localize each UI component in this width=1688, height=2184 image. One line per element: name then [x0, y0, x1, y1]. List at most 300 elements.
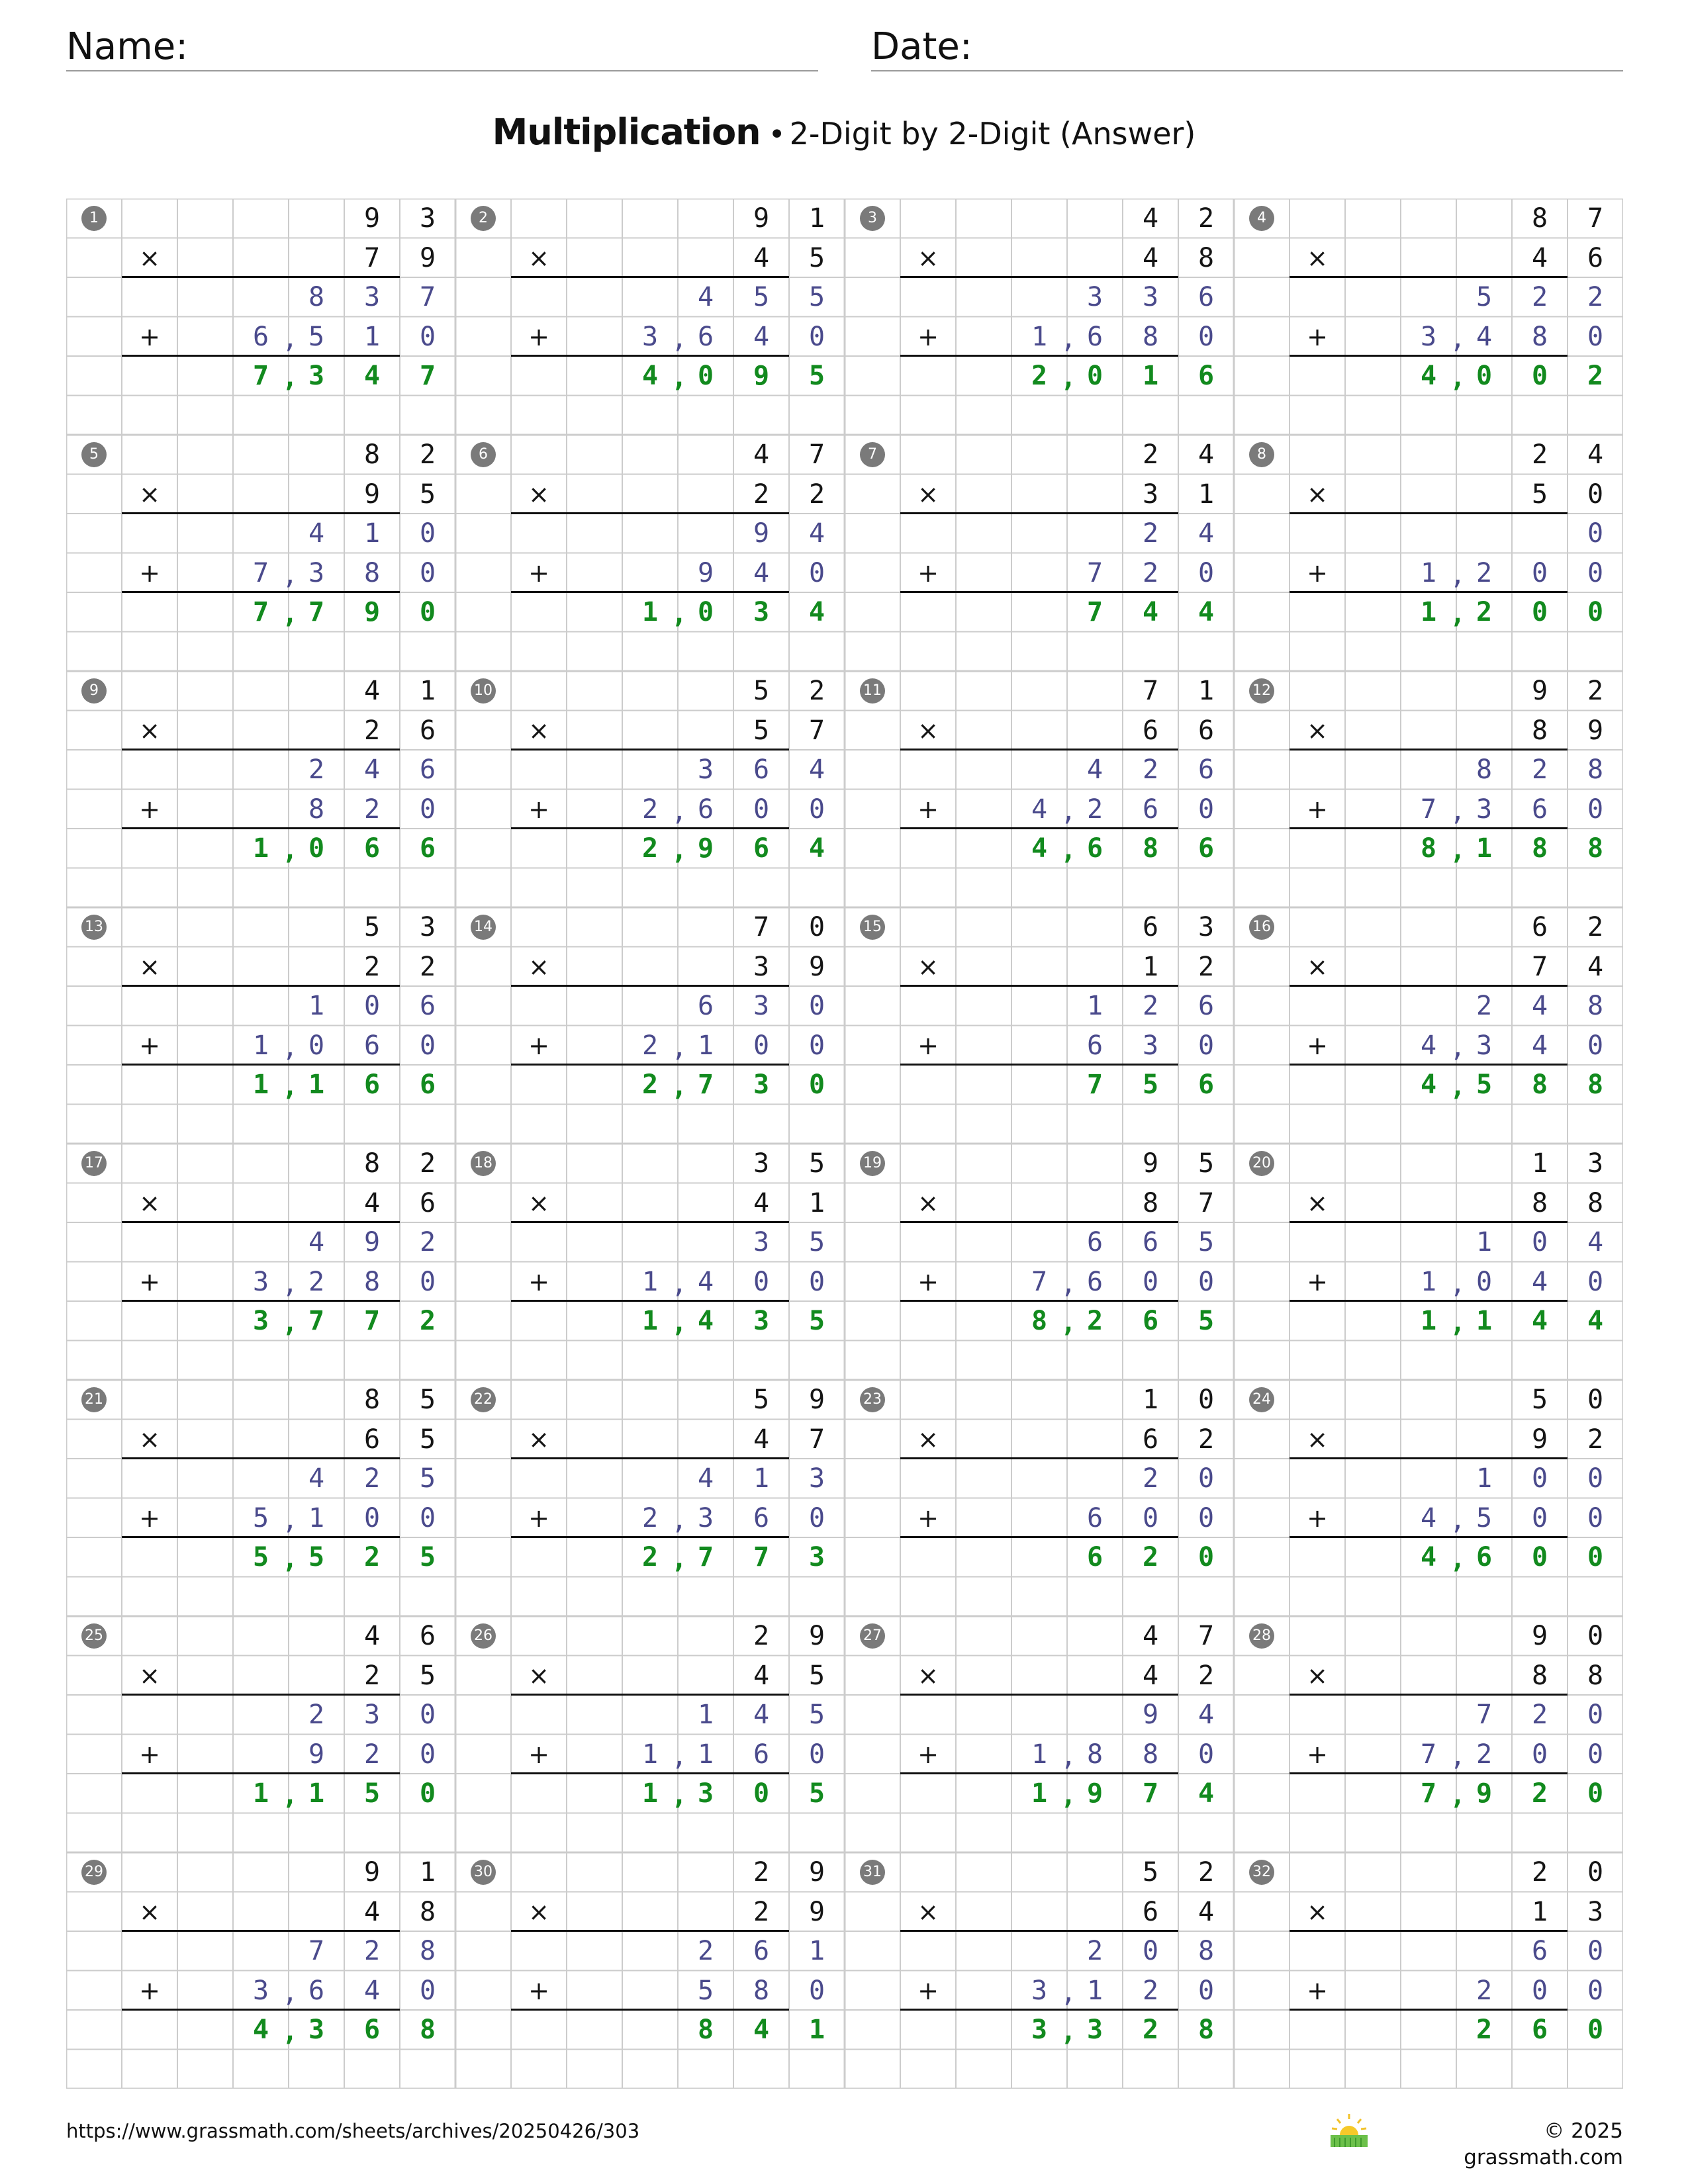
answer-digit: 0 — [1531, 1542, 1548, 1572]
times-sign: × — [917, 952, 939, 981]
problem-number-badge: 25 — [81, 1623, 107, 1649]
multiplier-digit: 5 — [808, 242, 825, 273]
answer-comma: , — [671, 1780, 688, 1811]
answer-digit: 4 — [641, 361, 659, 391]
partial-product-2-comma: , — [1450, 323, 1466, 354]
answer-digit: 3 — [252, 1306, 269, 1336]
partial-product-2-comma: , — [1450, 1268, 1466, 1299]
multiplier-digit: 4 — [363, 1187, 381, 1218]
partial-product-2-comma: , — [1450, 796, 1466, 827]
times-sign: × — [917, 479, 939, 509]
multiplier-digit: 6 — [1197, 715, 1215, 746]
partial-product-2-digit: 6 — [697, 794, 714, 825]
answer-digit: 9 — [1476, 1778, 1493, 1809]
partial-product-1-digit: 9 — [1142, 1700, 1159, 1730]
partial-product-2-digit: 0 — [808, 1975, 825, 2006]
plus-sign: + — [528, 1976, 549, 2005]
answer-digit: 0 — [419, 1778, 436, 1809]
answer-comma: , — [1060, 363, 1077, 393]
sun-over-grass-icon — [1317, 2111, 1381, 2151]
partial-product-2-digit: 3 — [1142, 1030, 1159, 1061]
answer-digit: 8 — [1587, 833, 1604, 864]
multiplicand-digit: 0 — [808, 912, 825, 942]
answer-comma: , — [671, 1544, 688, 1574]
worksheet-grid — [66, 199, 1623, 2089]
answer-digit: 6 — [363, 833, 381, 864]
answer-comma: , — [671, 599, 688, 629]
partial-product-2-digit: 6 — [363, 1030, 381, 1061]
partial-product-2-digit: 3 — [697, 1502, 714, 1533]
partial-product-1-digit: 2 — [1142, 991, 1159, 1021]
multiplicand-digit: 7 — [1587, 203, 1604, 234]
plus-sign: + — [139, 1739, 160, 1769]
partial-product-1-digit: 2 — [1142, 1463, 1159, 1494]
answer-comma: , — [1060, 1308, 1077, 1338]
plus-sign: + — [917, 322, 939, 351]
multiplicand-digit: 1 — [1197, 676, 1215, 706]
partial-product-1-digit: 1 — [697, 1700, 714, 1730]
multiplicand-digit: 9 — [1142, 1148, 1159, 1179]
partial-product-2-digit: 1 — [1086, 1975, 1103, 2006]
plus-sign: + — [139, 322, 160, 351]
partial-product-2-digit: 0 — [808, 794, 825, 825]
multiplier-digit: 7 — [808, 1424, 825, 1455]
answer-digit: 4 — [252, 2015, 269, 2045]
multiplicand-digit: 5 — [1531, 1385, 1548, 1415]
partial-product-2-digit: 1 — [697, 1030, 714, 1061]
multiplier-digit: 1 — [1142, 951, 1159, 982]
partial-product-1-digit: 2 — [1142, 754, 1159, 785]
answer-digit: 4 — [1420, 1542, 1437, 1572]
problem-number-badge: 19 — [860, 1151, 885, 1176]
partial-product-2-comma: , — [1060, 1977, 1077, 2008]
answer-digit: 6 — [1476, 1542, 1493, 1572]
multiplier-digit: 4 — [1197, 1896, 1215, 1927]
partial-product-2-digit: 2 — [363, 1739, 381, 1770]
partial-product-2-digit: 3 — [1031, 1975, 1048, 2006]
partial-product-2-digit: 6 — [1086, 1502, 1103, 1533]
answer-digit: 2 — [1587, 361, 1604, 391]
partial-product-1-digit: 1 — [753, 1463, 770, 1494]
answer-digit: 1 — [252, 1069, 269, 1100]
times-sign: × — [917, 1188, 939, 1218]
answer-comma: , — [1450, 835, 1466, 866]
times-sign: × — [1307, 479, 1328, 509]
multiplier-digit: 1 — [1197, 478, 1215, 510]
partial-product-2-digit: 3 — [1476, 794, 1493, 825]
times-sign: × — [917, 1424, 939, 1454]
partial-product-2-digit: 7 — [1420, 1739, 1437, 1770]
partial-product-2-digit: 6 — [1086, 321, 1103, 352]
answer-digit: 6 — [1086, 833, 1103, 864]
answer-digit: 0 — [808, 1069, 825, 1100]
answer-digit: 4 — [1420, 361, 1437, 391]
problem-number-badge: 13 — [81, 915, 107, 940]
partial-product-1-digit: 1 — [1086, 991, 1103, 1021]
multiplier-digit: 5 — [419, 1660, 436, 1691]
partial-product-1-digit: 4 — [697, 1463, 714, 1494]
answer-digit: 3 — [697, 1778, 714, 1809]
partial-product-2-comma: , — [671, 1268, 688, 1299]
multiplier-digit: 7 — [1531, 951, 1548, 982]
multiplier-digit: 5 — [808, 1660, 825, 1691]
problem-number-badge: 27 — [860, 1623, 885, 1649]
answer-comma: , — [1060, 1780, 1077, 1811]
multiplier-digit: 3 — [1142, 478, 1159, 510]
answer-digit: 2 — [1031, 361, 1048, 391]
plus-sign: + — [1307, 1503, 1328, 1533]
partial-product-1-digit: 4 — [363, 754, 381, 785]
partial-product-1-digit: 6 — [1086, 1227, 1103, 1257]
problem-number-badge: 31 — [860, 1860, 885, 1885]
answer-digit: 0 — [697, 597, 714, 627]
times-sign: × — [139, 1897, 160, 1927]
multiplier-digit: 4 — [1587, 951, 1604, 982]
answer-digit: 2 — [1476, 597, 1493, 627]
problem-number-badge: 10 — [471, 678, 496, 704]
partial-product-2-digit: 7 — [1086, 557, 1103, 588]
partial-product-1-digit: 3 — [808, 1463, 825, 1494]
answer-digit: 2 — [1531, 1778, 1548, 1809]
partial-product-1-digit: 6 — [753, 754, 770, 785]
partial-product-2-digit: 8 — [1531, 321, 1548, 352]
multiplier-digit: 3 — [1587, 1896, 1604, 1927]
multiplicand-digit: 4 — [753, 439, 770, 470]
times-sign: × — [1307, 1188, 1328, 1218]
answer-digit: 7 — [1086, 1069, 1103, 1100]
answer-digit: 3 — [1031, 2015, 1048, 2045]
partial-product-1-digit: 0 — [1587, 1936, 1604, 1966]
answer-digit: 4 — [1420, 1069, 1437, 1100]
multiply-rule — [1289, 512, 1568, 514]
partial-product-2-comma: , — [282, 323, 299, 354]
multiplier-digit: 5 — [753, 715, 770, 746]
problem-number-badge: 32 — [1249, 1860, 1274, 1885]
answer-digit: 4 — [753, 2015, 770, 2045]
answer-digit: 7 — [252, 361, 269, 391]
partial-product-1-digit: 2 — [363, 1936, 381, 1966]
partial-product-1-digit: 4 — [753, 1700, 770, 1730]
multiplier-digit: 8 — [1587, 1660, 1604, 1691]
multiplicand-digit: 5 — [1197, 1148, 1215, 1179]
multiplier-digit: 9 — [808, 951, 825, 982]
partial-product-2-comma: , — [1060, 1741, 1077, 1772]
multiplicand-digit: 9 — [808, 1857, 825, 1888]
answer-digit: 7 — [1086, 597, 1103, 627]
partial-product-2-digit: 0 — [1587, 1975, 1604, 2006]
answer-digit: 4 — [363, 361, 381, 391]
multiplier-digit: 8 — [1531, 1660, 1548, 1691]
problem-number-badge: 7 — [860, 442, 885, 467]
plus-sign: + — [917, 1030, 939, 1060]
multiplier-digit: 2 — [753, 1896, 770, 1927]
partial-product-1-digit: 2 — [1531, 282, 1548, 312]
partial-product-1-digit: 0 — [808, 991, 825, 1021]
answer-digit: 6 — [753, 833, 770, 864]
answer-digit: 5 — [419, 1542, 436, 1572]
multiplicand-digit: 4 — [1587, 439, 1604, 470]
partial-product-1-digit: 9 — [363, 1227, 381, 1257]
partial-product-2-comma: , — [1060, 1268, 1077, 1299]
partial-product-2-digit: 0 — [363, 1502, 381, 1533]
partial-product-2-digit: 1 — [1031, 1739, 1048, 1770]
multiplier-digit: 2 — [808, 478, 825, 510]
times-sign: × — [139, 243, 160, 273]
answer-digit: 6 — [1197, 833, 1215, 864]
answer-comma: , — [1450, 599, 1466, 629]
answer-digit: 2 — [1086, 1306, 1103, 1336]
multiplier-digit: 9 — [419, 242, 436, 273]
partial-product-2-digit: 5 — [697, 1975, 714, 2006]
partial-product-2-comma: , — [1060, 796, 1077, 827]
answer-digit: 1 — [1476, 833, 1493, 864]
multiplicand-digit: 3 — [419, 912, 436, 942]
multiplier-digit: 6 — [419, 1187, 436, 1218]
partial-product-1-digit: 6 — [419, 991, 436, 1021]
answer-digit: 1 — [308, 1778, 325, 1809]
answer-digit: 2 — [641, 833, 659, 864]
multiplier-digit: 2 — [1197, 1424, 1215, 1455]
answer-digit: 1 — [252, 833, 269, 864]
answer-digit: 2 — [641, 1542, 659, 1572]
plus-sign: + — [1307, 1976, 1328, 2005]
multiplicand-digit: 5 — [753, 1385, 770, 1415]
multiplicand-digit: 0 — [1587, 1621, 1604, 1651]
times-sign: × — [139, 715, 160, 745]
answer-digit: 6 — [419, 833, 436, 864]
partial-product-1-digit: 8 — [1587, 991, 1604, 1021]
partial-product-2-digit: 0 — [1142, 1266, 1159, 1297]
times-sign: × — [917, 715, 939, 745]
answer-comma: , — [1450, 1780, 1466, 1811]
answer-digit: 5 — [1476, 1069, 1493, 1100]
plus-sign: + — [917, 1503, 939, 1533]
partial-product-2-digit: 7 — [1031, 1266, 1048, 1297]
answer-digit: 2 — [1476, 2015, 1493, 2045]
partial-product-1-digit: 6 — [753, 1936, 770, 1966]
partial-product-1-digit: 4 — [1587, 1227, 1604, 1257]
partial-product-2-digit: 4 — [753, 321, 770, 352]
multiplier-digit: 5 — [1531, 478, 1548, 510]
multiplicand-digit: 9 — [363, 1857, 381, 1888]
partial-product-1-digit: 3 — [1142, 282, 1159, 312]
multiplier-digit: 8 — [1531, 715, 1548, 746]
times-sign: × — [139, 1424, 160, 1454]
partial-product-2-digit: 4 — [1531, 1030, 1548, 1061]
partial-product-2-digit: 0 — [1197, 1975, 1215, 2006]
answer-comma: , — [671, 1071, 688, 1102]
partial-product-1-digit: 4 — [308, 518, 325, 549]
multiplicand-digit: 9 — [363, 203, 381, 234]
partial-product-2-digit: 1 — [1031, 321, 1048, 352]
times-sign: × — [917, 1897, 939, 1927]
times-sign: × — [1307, 715, 1328, 745]
answer-digit: 8 — [1531, 1069, 1548, 1100]
multiplier-digit: 0 — [1587, 478, 1604, 510]
partial-product-2-digit: 1 — [1420, 1266, 1437, 1297]
multiplicand-digit: 6 — [1531, 912, 1548, 942]
multiplier-digit: 2 — [419, 951, 436, 982]
partial-product-2-digit: 4 — [1420, 1502, 1437, 1533]
footer-url[interactable]: https://www.grassmath.com/sheets/archives/20250426/303 — [66, 2120, 640, 2142]
date-field[interactable] — [871, 24, 1623, 71]
multiplier-digit: 6 — [419, 715, 436, 746]
partial-product-2-digit: 1 — [308, 1502, 325, 1533]
partial-product-2-comma: , — [671, 1032, 688, 1063]
times-sign: × — [139, 1188, 160, 1218]
partial-product-1-digit: 9 — [753, 518, 770, 549]
partial-product-2-digit: 0 — [308, 1030, 325, 1061]
multiplicand-digit: 7 — [1197, 1621, 1215, 1651]
problem-number-badge: 3 — [860, 206, 885, 231]
partial-product-1-digit: 3 — [753, 1227, 770, 1257]
partial-product-2-digit: 0 — [808, 1030, 825, 1061]
multiplier-digit: 1 — [808, 1187, 825, 1218]
multiplicand-digit: 9 — [1531, 676, 1548, 706]
problem-number-badge: 2 — [471, 206, 496, 231]
multiplicand-digit: 6 — [419, 1621, 436, 1651]
partial-product-2-comma: , — [1450, 1032, 1466, 1063]
partial-product-1-digit: 1 — [1476, 1227, 1493, 1257]
answer-digit: 0 — [1086, 361, 1103, 391]
partial-product-2-digit: 1 — [641, 1266, 659, 1297]
answer-comma: , — [671, 1308, 688, 1338]
answer-digit: 8 — [1531, 833, 1548, 864]
times-sign: × — [139, 479, 160, 509]
partial-product-2-digit: 0 — [1197, 794, 1215, 825]
multiplier-digit: 2 — [1587, 1424, 1604, 1455]
answer-digit: 1 — [1476, 1306, 1493, 1336]
times-sign: × — [528, 952, 549, 981]
answer-comma: , — [282, 2017, 299, 2047]
times-sign: × — [528, 715, 549, 745]
answer-digit: 3 — [808, 1542, 825, 1572]
multiplicand-digit: 2 — [1531, 439, 1548, 470]
partial-product-1-digit: 8 — [1587, 754, 1604, 785]
answer-comma: , — [1450, 1308, 1466, 1338]
answer-digit: 3 — [308, 361, 325, 391]
answer-digit: 3 — [1086, 2015, 1103, 2045]
multiplicand-digit: 2 — [1587, 912, 1604, 942]
multiplicand-digit: 4 — [1142, 203, 1159, 234]
partial-product-2-digit: 6 — [252, 321, 269, 352]
multiplier-digit: 2 — [363, 951, 381, 982]
problem-number-badge: 29 — [81, 1860, 107, 1885]
answer-comma: , — [282, 599, 299, 629]
multiplier-digit: 4 — [753, 1424, 770, 1455]
multiplier-digit: 2 — [1197, 1660, 1215, 1691]
partial-product-2-digit: 0 — [419, 321, 436, 352]
answer-digit: 3 — [308, 2015, 325, 2045]
multiplier-digit: 8 — [1197, 242, 1215, 273]
partial-product-2-digit: 0 — [419, 1266, 436, 1297]
answer-digit: 2 — [363, 1542, 381, 1572]
title-main: Multiplication — [492, 111, 761, 153]
multiplier-digit: 4 — [1142, 1660, 1159, 1691]
partial-product-1-digit: 8 — [419, 1936, 436, 1966]
problem-number-badge: 20 — [1249, 1151, 1274, 1176]
multiplier-digit: 9 — [363, 478, 381, 510]
partial-product-1-digit: 1 — [363, 518, 381, 549]
answer-digit: 8 — [697, 2015, 714, 2045]
answer-digit: 6 — [363, 2015, 381, 2045]
answer-digit: 9 — [1086, 1778, 1103, 1809]
partial-product-2-digit: 0 — [1142, 1502, 1159, 1533]
multiplier-digit: 1 — [1531, 1896, 1548, 1927]
partial-product-1-digit: 5 — [753, 282, 770, 312]
multiplier-digit: 7 — [1197, 1187, 1215, 1218]
partial-product-2-digit: 0 — [1476, 1266, 1493, 1297]
multiplier-digit: 3 — [753, 951, 770, 982]
plus-sign: + — [139, 1030, 160, 1060]
partial-product-2-comma: , — [282, 1504, 299, 1535]
partial-product-2-comma: , — [1450, 1741, 1466, 1772]
partial-product-1-digit: 2 — [419, 1227, 436, 1257]
answer-digit: 0 — [1531, 361, 1548, 391]
answer-comma: , — [671, 835, 688, 866]
answer-digit: 5 — [808, 361, 825, 391]
answer-digit: 1 — [1420, 597, 1437, 627]
partial-product-2-digit: 0 — [1531, 557, 1548, 588]
partial-product-2-digit: 3 — [308, 557, 325, 588]
answer-digit: 7 — [1142, 1778, 1159, 1809]
answer-digit: 7 — [308, 597, 325, 627]
answer-digit: 0 — [1587, 597, 1604, 627]
partial-product-2-digit: 8 — [753, 1975, 770, 2006]
partial-product-2-comma: , — [671, 796, 688, 827]
answer-digit: 9 — [697, 833, 714, 864]
multiplicand-digit: 3 — [419, 203, 436, 234]
multiplicand-digit: 8 — [1531, 203, 1548, 234]
multiplicand-digit: 3 — [1587, 1148, 1604, 1179]
multiplicand-digit: 1 — [1142, 1385, 1159, 1415]
answer-digit: 7 — [252, 597, 269, 627]
multiplier-digit: 5 — [419, 478, 436, 510]
partial-product-2-digit: 0 — [1587, 1739, 1604, 1770]
answer-digit: 3 — [753, 1069, 770, 1100]
name-field[interactable] — [66, 24, 818, 71]
problem-number-badge: 14 — [471, 915, 496, 940]
partial-product-2-digit: 0 — [808, 1266, 825, 1297]
multiplier-digit: 4 — [753, 1660, 770, 1691]
partial-product-2-digit: 4 — [1420, 1030, 1437, 1061]
answer-digit: 0 — [697, 361, 714, 391]
problem-number-badge: 24 — [1249, 1387, 1274, 1412]
multiplier-digit: 2 — [363, 715, 381, 746]
answer-digit: 1 — [641, 1306, 659, 1336]
partial-product-2-comma: , — [1450, 559, 1466, 590]
plus-sign: + — [1307, 322, 1328, 351]
partial-product-2-digit: 0 — [808, 1739, 825, 1770]
answer-digit: 5 — [1142, 1069, 1159, 1100]
multiplicand-digit: 2 — [753, 1621, 770, 1651]
answer-digit: 3 — [753, 597, 770, 627]
multiplicand-digit: 9 — [1531, 1621, 1548, 1651]
multiplicand-digit: 7 — [1142, 676, 1159, 706]
partial-product-1-digit: 3 — [753, 991, 770, 1021]
multiplicand-digit: 1 — [419, 676, 436, 706]
partial-product-1-digit: 4 — [808, 754, 825, 785]
answer-digit: 8 — [1031, 1306, 1048, 1336]
partial-product-1-digit: 0 — [1142, 1936, 1159, 1966]
answer-comma: , — [1060, 835, 1077, 866]
answer-digit: 6 — [1531, 2015, 1548, 2045]
partial-product-2-comma: , — [282, 1268, 299, 1299]
multiplicand-digit: 5 — [1142, 1857, 1159, 1888]
answer-digit: 7 — [697, 1069, 714, 1100]
partial-product-2-digit: 0 — [753, 794, 770, 825]
partial-product-2-digit: 0 — [1587, 557, 1604, 588]
